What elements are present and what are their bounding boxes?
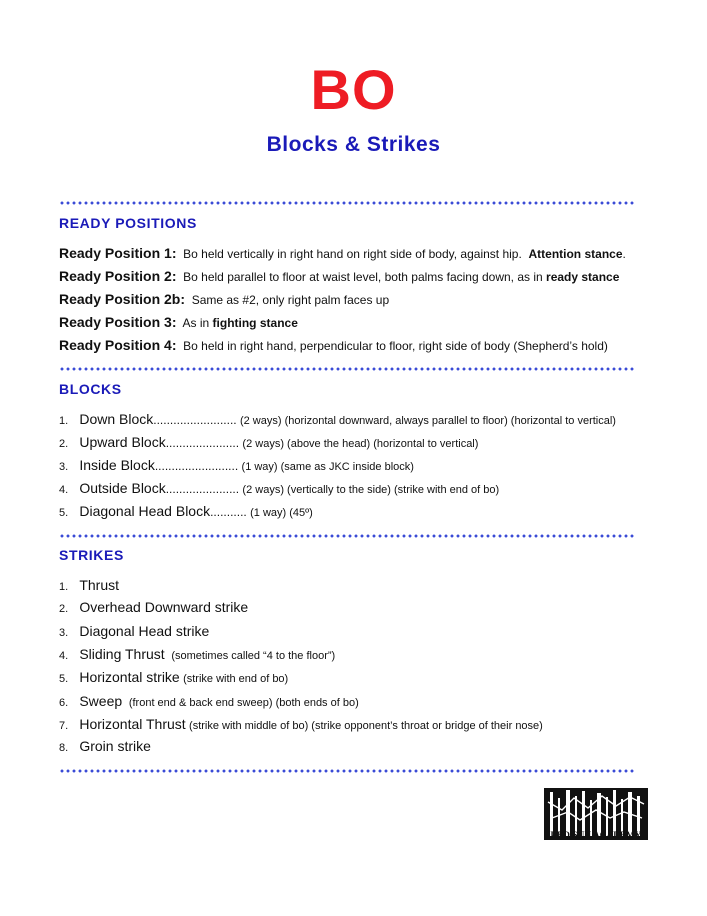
strike-item: [59, 715, 687, 735]
divider: [59, 366, 634, 372]
item-number: 5.: [59, 507, 69, 519]
page-subtitle: Blocks & Strikes: [266, 133, 441, 156]
item-number: 4.: [59, 484, 69, 496]
strike-detail: (front end & back end sweep) (both ends of bo): [128, 697, 359, 709]
ready-position-label: Ready Position 2b: [59, 291, 181, 307]
item-number: 3.: [59, 461, 69, 473]
strike-item: [59, 645, 687, 665]
leader-dots: .........................: [153, 413, 237, 427]
section-heading-strikes: STRIKES: [59, 547, 124, 563]
ready-position-label: Ready Position 4: [59, 337, 172, 353]
block-name: Diagonal Head Block: [79, 503, 211, 519]
strike-name: Thrust: [79, 577, 120, 593]
divider: [59, 200, 634, 206]
ready-position-text: Bo held vertically in right hand on right side of body, against hip.: [183, 247, 522, 261]
ready-position-text: Bo held parallel to floor at waist level, both palms facing down, as in: [183, 270, 543, 284]
item-number: 2.: [59, 603, 69, 615]
ready-position-text: Same as #2, only right palm faces up: [191, 293, 390, 307]
item-number: 7.: [59, 720, 69, 732]
logo-caption: RED SUN ACADEMY: [550, 830, 642, 840]
ready-position-text: Bo held in right hand, perpendicular to floor, right side of body (Shepherd’s hold): [183, 339, 608, 353]
leader-dots: .........................: [154, 459, 239, 473]
item-number: 6.: [59, 697, 69, 709]
item-number: 3.: [59, 627, 69, 639]
strike-name: Groin strike: [79, 738, 151, 754]
ready-position-label: Ready Position 2: [59, 268, 172, 284]
strike-name: Diagonal Head strike: [79, 623, 210, 639]
strike-item: [59, 737, 687, 757]
strike-item: [59, 692, 687, 712]
ready-position-emphasis: fighting stance: [212, 316, 298, 330]
block-detail: (1 way) (same as JKC inside block): [241, 461, 414, 473]
ready-position-2: Ready Position 2: Bo held parallel to floor at waist level, both palms facing down, as in ready stance: [59, 268, 620, 284]
strike-name: Horizontal Thrust: [79, 716, 186, 732]
item-number: 1.: [59, 415, 69, 427]
ready-position-label: Ready Position 1: [59, 245, 172, 261]
page-title: BO: [310, 58, 397, 121]
ready-position-emphasis: ready stance: [546, 270, 620, 284]
section-heading-blocks: BLOCKS: [59, 381, 122, 397]
strike-item: [59, 622, 687, 642]
leader-dots: ......................: [165, 436, 240, 450]
strike-detail: (strike with middle of bo) (strike opponent’s throat or bridge of their nose): [189, 720, 543, 732]
strike-item: [59, 668, 687, 688]
block-item: [59, 502, 687, 522]
divider: [59, 768, 634, 774]
ready-position-3: Ready Position 3: As in fighting stance: [59, 314, 298, 330]
block-detail: (2 ways) (vertically to the side) (strike with end of bo): [242, 484, 500, 496]
strike-name: Horizontal strike: [79, 669, 180, 685]
ready-position-4: Ready Position 4: Bo held in right hand, perpendicular to floor, right side of body (Shepherd’s hold): [59, 337, 608, 353]
section-heading-ready-positions: READY POSITIONS: [59, 215, 197, 231]
item-number: 4.: [59, 650, 69, 662]
block-detail: (2 ways) (above the head) (horizontal to vertical): [242, 438, 479, 450]
leader-dots: ...........: [210, 505, 247, 519]
strike-detail: (strike with end of bo): [183, 673, 289, 685]
block-detail: (2 ways) (horizontal downward, always parallel to floor) (horizontal to vertical): [239, 415, 616, 427]
item-number: 2.: [59, 438, 69, 450]
ready-position-label: Ready Position 3: [59, 314, 172, 330]
leader-dots: ......................: [165, 482, 240, 496]
block-name: Outside Block: [79, 480, 166, 496]
item-number: 5.: [59, 673, 69, 685]
divider: [59, 533, 634, 539]
strike-name: Sliding Thrust: [79, 646, 165, 662]
strike-name: Sweep: [79, 693, 123, 709]
ready-position-1: Ready Position 1: Bo held vertically in right hand on right side of body, against hip. Attention stance.: [59, 245, 626, 261]
strike-item: [59, 576, 687, 596]
block-name: Down Block: [79, 411, 154, 427]
block-item: [59, 410, 687, 430]
block-item: [59, 433, 687, 453]
item-number: 1.: [59, 581, 69, 593]
strike-name: Overhead Downward strike: [79, 599, 249, 615]
strike-item: [59, 598, 687, 618]
ready-position-2b: Ready Position 2b: Same as #2, only right palm faces up: [59, 291, 390, 307]
block-detail: (1 way) (45º): [250, 507, 313, 519]
ready-position-text: As in: [182, 316, 210, 330]
item-number: 8.: [59, 742, 69, 754]
block-item: [59, 456, 687, 476]
strike-detail: (sometimes called “4 to the floor”): [171, 650, 336, 662]
block-name: Inside Block: [79, 457, 155, 473]
block-name: Upward Block: [79, 434, 166, 450]
block-item: [59, 479, 687, 499]
ready-position-emphasis: Attention stance: [528, 247, 623, 261]
